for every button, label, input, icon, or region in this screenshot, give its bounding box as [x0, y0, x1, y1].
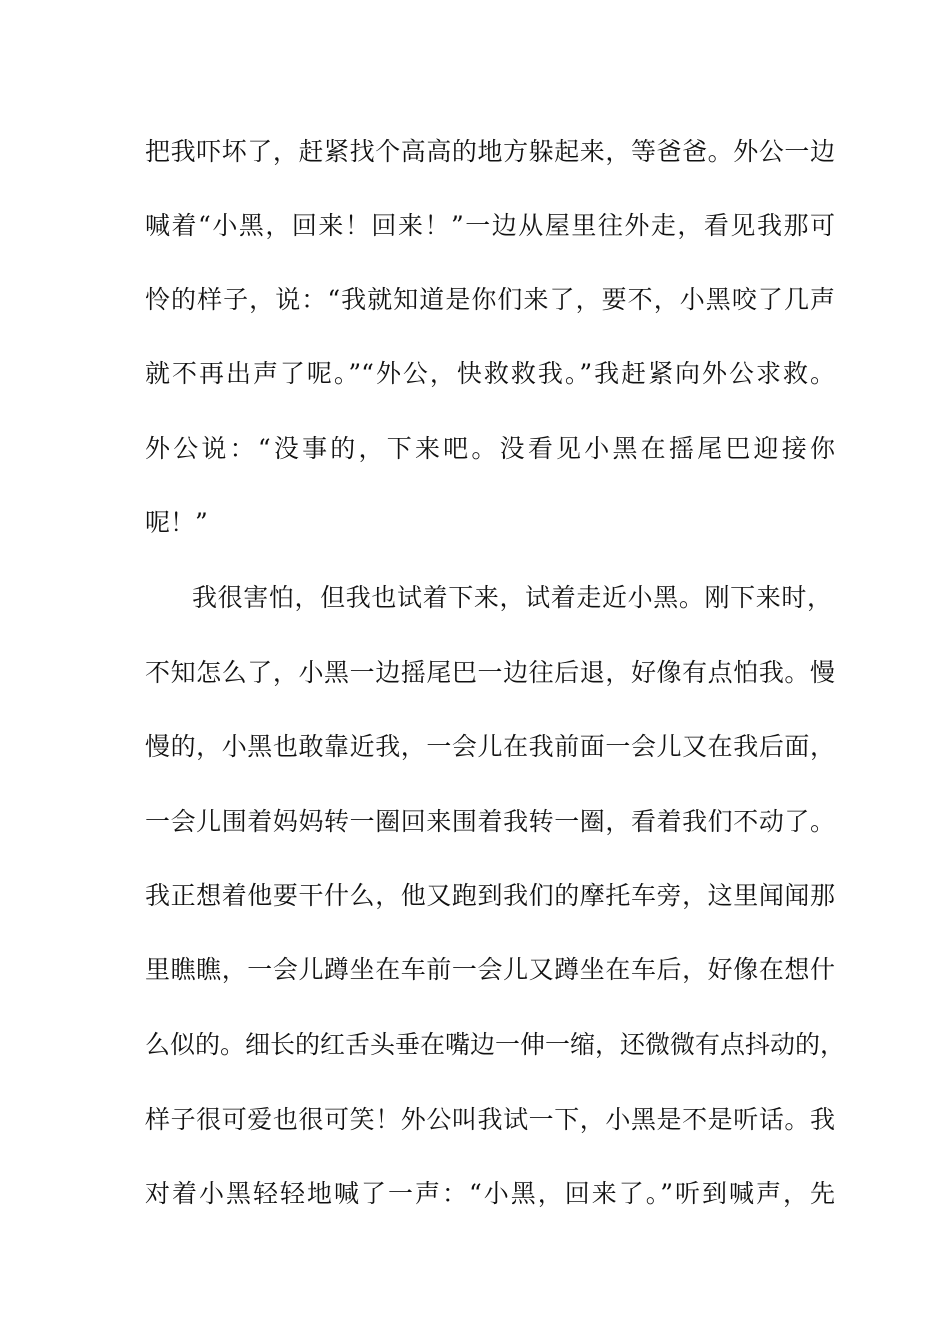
text-line: 我正想着他要干什么，他又跑到我们的摩托车旁，这里闻闻那 — [145, 881, 835, 910]
text-line: 对着小黑轻轻地喊了一声：“小黑，回来了。”听到喊声，先 — [145, 1179, 835, 1208]
paragraph-first-line: 我很害怕，但我也试着下来，试着走近小黑。刚下来时， — [192, 583, 832, 612]
text-line: 里瞧瞧，一会儿蹲坐在车前一会儿又蹲坐在车后，好像在想什 — [145, 955, 835, 984]
text-line: 喊着“小黑，回来！回来！”一边从屋里往外走，看见我那可 — [145, 211, 835, 240]
text-line: 样子很可爱也很可笑！外公叫我试一下，小黑是不是听话。我 — [145, 1105, 835, 1134]
text-line: 呢！” — [145, 508, 208, 537]
text-line: 怜的样子，说：“我就知道是你们来了，要不，小黑咬了几声 — [145, 285, 835, 314]
text-line: 么似的。细长的红舌头垂在嘴边一伸一缩，还微微有点抖动的， — [145, 1030, 846, 1059]
text-line: 把我吓坏了，赶紧找个高高的地方躲起来，等爸爸。外公一边 — [145, 137, 835, 166]
text-line: 不知怎么了，小黑一边摇尾巴一边往后退，好像有点怕我。慢 — [145, 658, 835, 687]
text-line: 一会儿围着妈妈转一圈回来围着我转一圈，看着我们不动了。 — [145, 807, 835, 836]
text-line: 就不再出声了呢。”“外公，快救救我。”我赶紧向外公求救。 — [145, 359, 835, 388]
text-line: 外公说：“没事的，下来吧。没看见小黑在摇尾巴迎接你 — [145, 434, 835, 463]
text-line: 慢的，小黑也敢靠近我，一会儿在我前面一会儿又在我后面， — [145, 732, 835, 761]
